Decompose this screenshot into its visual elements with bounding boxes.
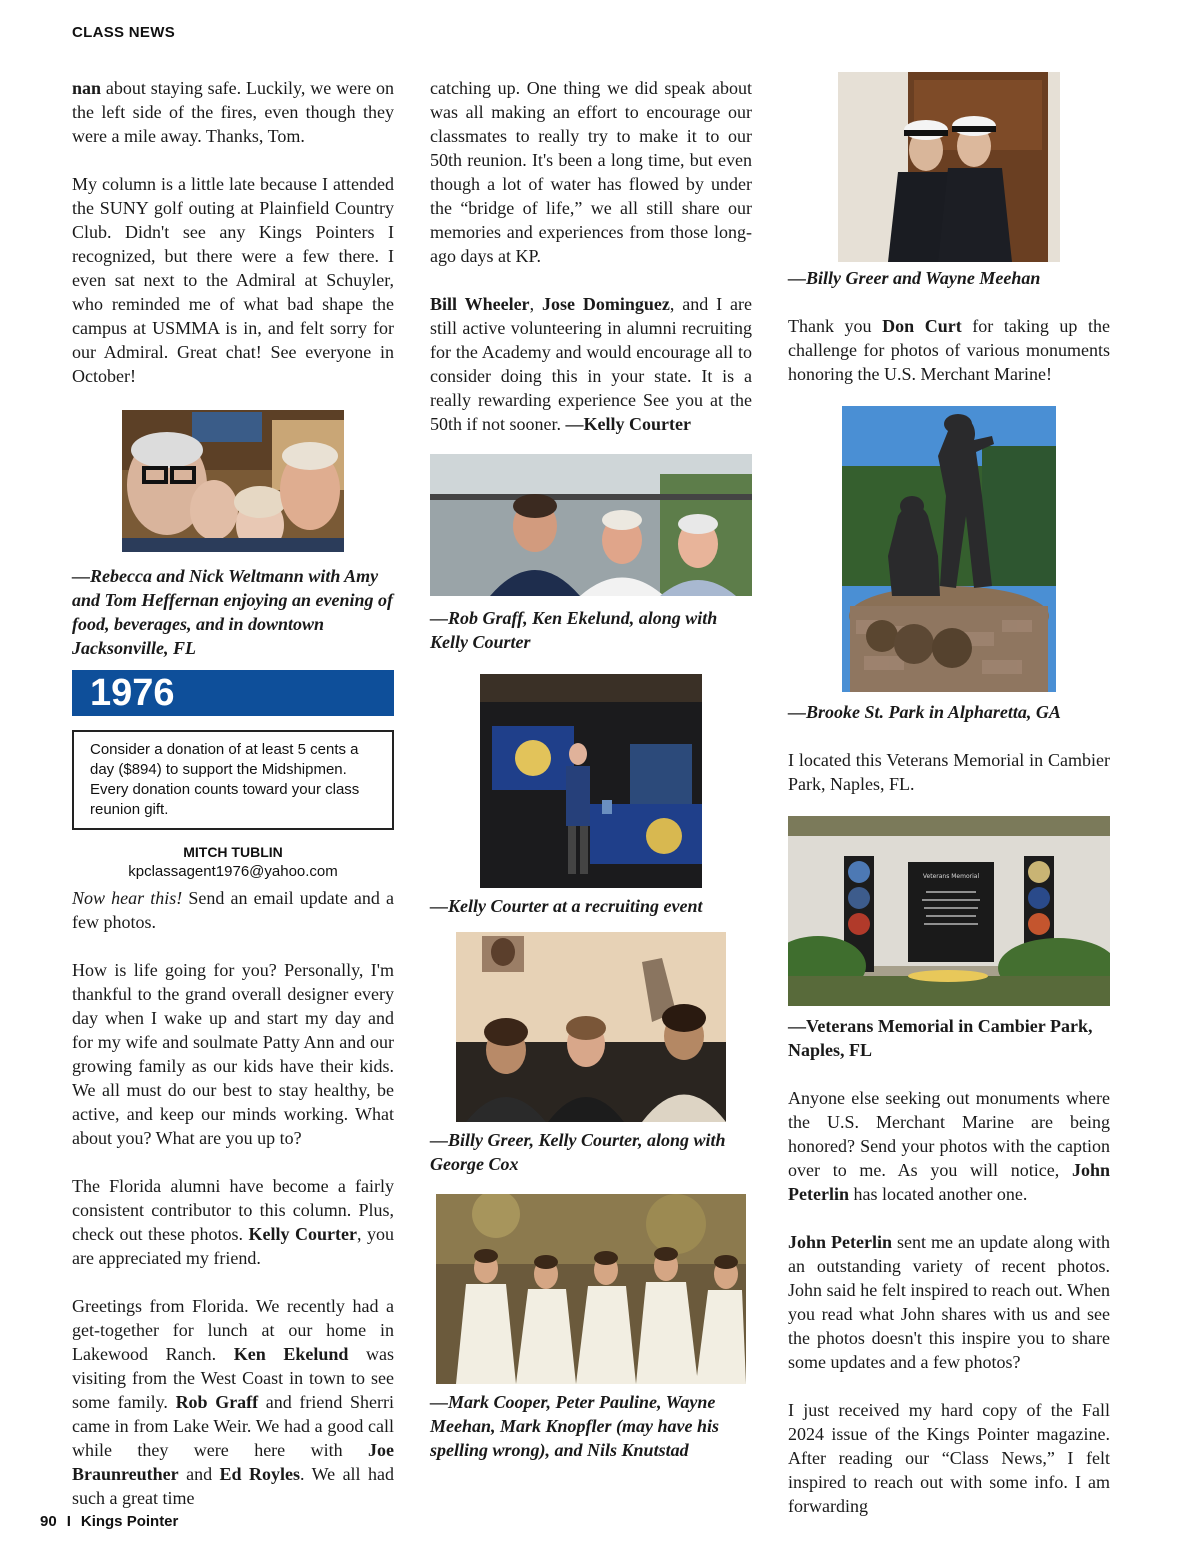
- paragraph: My column is a little late because I attended the SUNY golf outing at Plainfield Country Club. Didn't see any Kings Pointers I recognized, but there were a few there. I even sat next to the Admiral at Schuyler, who reminded me of what bad shape the campus at USMMA is in, and felt sorry for our Admiral. Great chat! See everyone in October!: [72, 174, 394, 386]
- paragraph: Anyone else seeking out monuments where the U.S. Merchant Marine are being honored? Send your photos with the caption over to me. As you will notice, John Peterlin has located another one.: [788, 1088, 1110, 1204]
- paragraph: Greetings from Florida. We recently had a get-together for lunch at our home in Lakewood Ranch. Ken Ekelund was visiting from the West Coast in town to see some family. Rob Graff and friend Sherri came in from Lake Weir. We had a good call while they were here with Joe Braunreuther and Ed Royles. We all had such a great time: [72, 1296, 394, 1508]
- photo-caption: —Brooke St. Park in Alpharetta, GA: [788, 702, 1061, 722]
- photo-brooke-st-park-statue: [842, 406, 1056, 692]
- page-number: 90: [40, 1513, 57, 1530]
- column-2: [430, 76, 752, 1462]
- photo-recruiting-event: [480, 674, 702, 888]
- paragraph: The Florida alumni have become a fairly consistent contributor to this column. Plus, check out these photos. Kelly Courter, you are appreciated my friend.: [72, 1176, 395, 1268]
- photo-five-midshipmen: [436, 1194, 746, 1384]
- paragraph: catching up. One thing we did speak about was all making an effort to encourage our classmates to really try to make it to our 50th reunion. It's been a long time, but even though a lot of water has flowed by under the “bridge of life,” we all still share our memories and experiences from those long-ago days at KP.: [430, 78, 752, 266]
- class-agent-name: MITCH TUBLIN: [183, 844, 283, 860]
- photo-weltmann-heffernan: [122, 410, 344, 552]
- paragraph: Thank you Don Curt for taking up the challenge for photos of various monuments honoring the U.S. Merchant Marine!: [788, 316, 1110, 384]
- class-year-banner: 1976: [72, 670, 394, 716]
- photo-caption: —Billy Greer and Wayne Meehan: [788, 268, 1041, 288]
- photo-greer-meehan: [838, 72, 1060, 262]
- paragraph: How is life going for you? Personally, I'm thankful to the grand overall designer every day when I wake up and start my day and for my wife and soulmate Patty Ann and our growing family as our kids have their kids. We all must do our best to stay healthy, be active, and keep our minds working. What about you? What are you up to?: [72, 960, 394, 1148]
- photo-caption: —Kelly Courter at a recruiting event: [430, 896, 703, 916]
- photo-veterans-memorial-naples: [788, 816, 1110, 1006]
- photo-caption: —Rob Graff, Ken Ekelund, along with Kelly Courter: [430, 608, 718, 652]
- photo-caption: —Billy Greer, Kelly Courter, along with George Cox: [430, 1130, 726, 1174]
- page-footer: [40, 1513, 178, 1530]
- footer-separator: I: [66, 1513, 71, 1530]
- paragraph: Bill Wheeler, Jose Dominguez, and I are still active volunteering in alumni recruiting for the Academy and would encourage all to consider doing this in your state. It is a really rewarding experience See you at the 50th if not sooner. —Kelly Courter: [430, 294, 753, 434]
- class-agent-email[interactable]: kpclassagent1976@yahoo.com: [128, 863, 338, 880]
- photo-caption: —Rebecca and Nick Weltmann with Amy and Tom Heffernan enjoying an evening of food, beverages, and in downtown Jacksonville, FL: [72, 566, 394, 658]
- paragraph: John Peterlin sent me an update along with an outstanding variety of recent photos. John said he felt inspired to reach out. When you read what John shares with us and see the photos doesn't this inspire you to share some updates and a few photos?: [788, 1232, 1110, 1372]
- magazine-name: Kings Pointer: [80, 1513, 179, 1530]
- paragraph: Now hear this! Send an email update and a few photos.: [72, 888, 394, 932]
- paragraph: nan about staying safe. Luckily, we were on the left side of the fires, even though they were a mile away. Thanks, Tom.: [72, 78, 394, 146]
- memorial-sign-text: Veterans Memorial: [922, 873, 980, 880]
- photo-caption: —Veterans Memorial in Cambier Park, Naples, FL: [788, 1016, 1093, 1060]
- photo-greer-courter-cox: [456, 932, 726, 1122]
- photo-graff-ekelund-courter: [430, 454, 752, 596]
- column-3: [788, 72, 1110, 1518]
- paragraph: I located this Veterans Memorial in Cambier Park, Naples, FL.: [788, 750, 1110, 794]
- column-1: [72, 76, 394, 1510]
- donation-box: Consider a donation of at least 5 cents a day ($894) to support the Midshipmen. Every donation counts toward your class reunion gift.: [72, 730, 394, 830]
- photo-caption: —Mark Cooper, Peter Pauline, Wayne Meehan, Mark Knopfler (may have his spelling wrong), and Nils Knutstad: [430, 1392, 720, 1460]
- section-header: CLASS NEWS: [72, 24, 176, 41]
- paragraph: I just received my hard copy of the Fall 2024 issue of the Kings Pointer magazine. After reading our “Class News,” I felt inspired to reach out with some info. I am forwarding: [788, 1400, 1110, 1516]
